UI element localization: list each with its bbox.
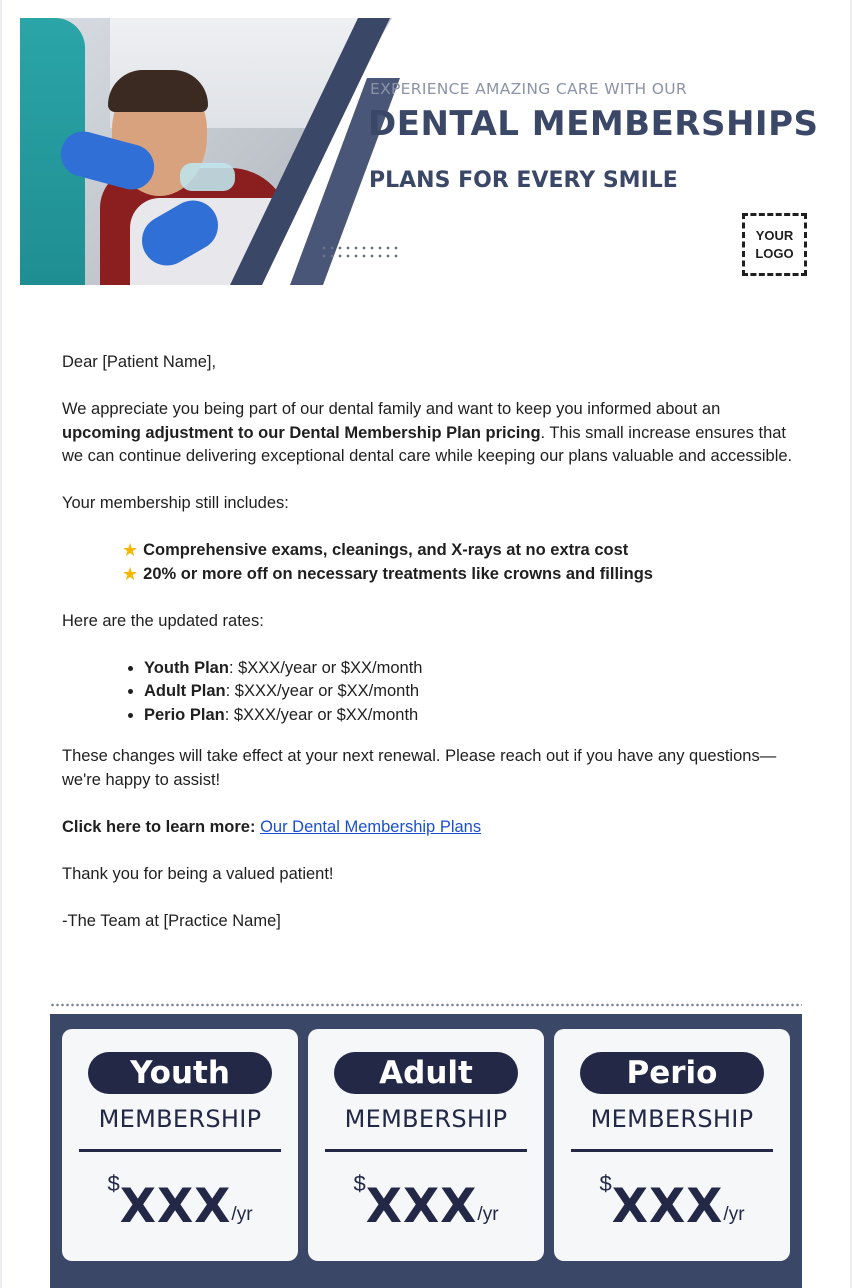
membership-cards <box>50 1014 802 1288</box>
benefits-list <box>122 539 802 586</box>
list-item: • Perio Plan: $XXX/year or $XX/month <box>144 704 802 728</box>
logo-placeholder <box>742 213 807 276</box>
changes-note: These changes will take effect at your next renewal. Please reach out if you have any questions—we're happy to assist! <box>62 747 777 789</box>
membership-plans-link[interactable]: Our Dental Membership Plans <box>260 817 482 836</box>
banner-headline: DENTAL MEMBERSHIPS <box>368 104 819 144</box>
plan-price: $XXX/yr <box>107 1171 253 1234</box>
learn-more-line <box>62 816 802 840</box>
rates-label: Here are the updated rates: <box>62 611 264 630</box>
intro-highlight: upcoming adjustment to our Dental Membership Plan pricing <box>62 423 541 442</box>
plan-name: Adult <box>334 1052 518 1094</box>
card-divider <box>79 1149 281 1152</box>
card-divider <box>325 1149 527 1152</box>
banner-subhead: PLANS FOR EVERY SMILE <box>369 168 678 193</box>
list-item: ★ Comprehensive exams, cleanings, and X-rays at no extra cost <box>122 539 802 563</box>
membership-card-adult <box>308 1029 544 1261</box>
star-icon: ★ <box>122 540 139 560</box>
plan-name: Youth <box>88 1052 272 1094</box>
signoff: -The Team at [Practice Name] <box>62 911 281 930</box>
plan-label: MEMBERSHIP <box>98 1105 262 1133</box>
learn-more-label: Click here to learn more: <box>62 817 256 836</box>
list-item: • Youth Plan: $XXX/year or $XX/month <box>144 657 802 681</box>
greeting: Dear [Patient Name], <box>62 353 217 371</box>
thanks-line: Thank you for being a valued patient! <box>62 864 334 883</box>
rates-list <box>144 657 802 728</box>
plan-price: $XXX/yr <box>353 1171 499 1234</box>
list-item: • Adult Plan: $XXX/year or $XX/month <box>144 680 802 704</box>
membership-card-perio <box>554 1029 790 1261</box>
letter-body <box>62 351 802 957</box>
intro-paragraph: We appreciate you being part of our dental family and want to keep you informed about an upcoming adjustment to our Dental Membership Plan pricing. This small increase ensures that we can continue delivering exceptional dental care while keeping our plans valuable and accessible. <box>62 400 793 465</box>
logo-text: YOUR LOGO <box>755 227 794 261</box>
plan-label: MEMBERSHIP <box>590 1105 754 1133</box>
banner-kicker: EXPERIENCE AMAZING CARE WITH OUR <box>370 80 687 98</box>
plan-name: Perio <box>580 1052 764 1094</box>
list-item: ★ 20% or more off on necessary treatments like crowns and fillings <box>122 563 802 587</box>
plan-label: MEMBERSHIP <box>344 1105 508 1133</box>
includes-label: Your membership still includes: <box>62 494 289 512</box>
header-banner <box>20 18 832 285</box>
membership-card-youth <box>62 1029 298 1261</box>
dotted-divider <box>50 1003 802 1007</box>
dot-pattern <box>320 244 398 260</box>
plan-price: $XXX/yr <box>599 1171 745 1234</box>
card-divider <box>571 1149 773 1152</box>
star-icon: ★ <box>122 563 139 584</box>
